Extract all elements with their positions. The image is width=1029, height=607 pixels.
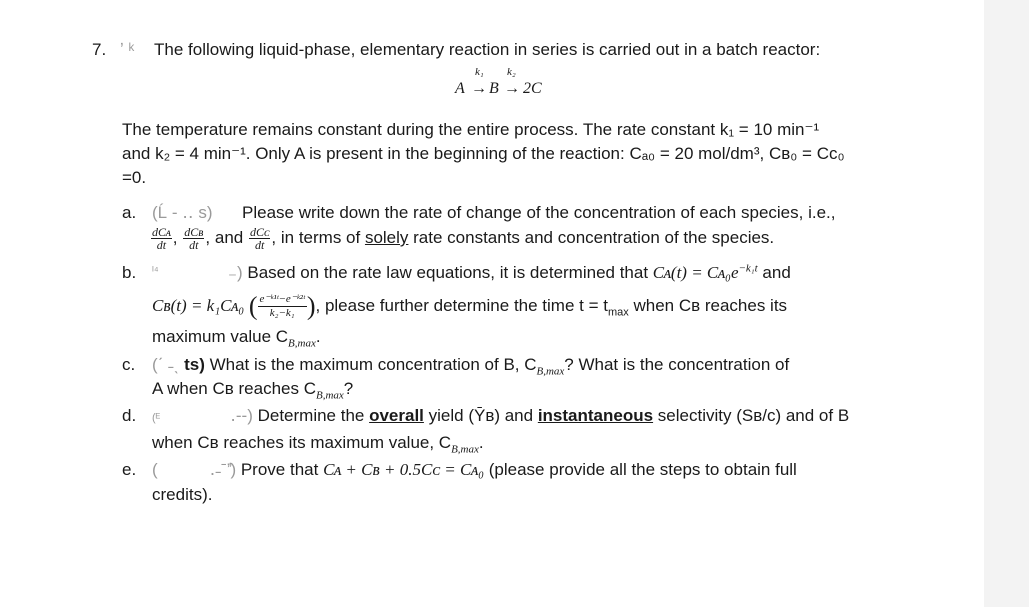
overall-word: overall <box>369 406 424 425</box>
part-c-points-bold: ts) <box>184 355 205 374</box>
part-a-and: and <box>214 227 244 247</box>
conditions-line-3: =0. <box>122 168 147 187</box>
part-b-points: ᴵ⁴ <box>152 265 159 277</box>
fraction-dcb-dt: $\frac{\text{dCʙ}}{dt}$ <box>184 225 204 252</box>
part-e-label: e. <box>122 460 137 479</box>
part-a-solely: solely <box>364 227 409 247</box>
product-2c: 2C <box>523 80 542 97</box>
instantaneous-word: instantaneous <box>537 406 654 425</box>
reaction-scheme <box>455 64 575 104</box>
arrow-1: → <box>471 80 487 97</box>
fraction-dcc-dt: $\frac{\text{dCᴄ}}{dt}$ <box>249 225 270 252</box>
part-e-line-2: credits). <box>152 485 213 504</box>
cb-fraction: $\frac{\text{e⁻ᵏ¹ᵗ−e⁻ᵏ²ᵗ}}{\text{k₂−k₁}}$ <box>259 293 305 319</box>
part-d-label: d. <box>122 406 137 425</box>
part-c-line-2: A when Cʙ reaches $C_{B,max}$? <box>152 379 354 402</box>
part-b-line-3: maximum value $C_{B,max}$. <box>152 327 321 350</box>
part-b-label: b. <box>122 263 137 282</box>
conditions-line-2: and k₂ = 4 min⁻¹. Only A is present in the beginning of the reaction: Cₐ₀ = 20 mol/dm³, Cʙ₀ = Cᴄ₀ <box>122 144 845 163</box>
part-a-line-2-pre: , in terms of <box>271 227 365 247</box>
ca-exponent: −k₁t <box>738 262 758 275</box>
part-c-label: c. <box>122 355 136 374</box>
part-e-points: ( <box>152 460 158 479</box>
part-d-line-2: when Cʙ reaches its maximum value, $C_{B,max}$. <box>152 433 484 456</box>
part-c-line-1: (ˊ ˗ˎ ts) What is the maximum concentration of B, $C_{B,max}$? What is the concentration of <box>152 355 790 378</box>
question-marker: ʼ ᵏ <box>120 40 135 59</box>
right-gutter <box>984 0 1029 607</box>
rate-constant-k1: k₁ <box>475 66 484 78</box>
part-a-line-2: $\frac{\text{dCᴀ}}{dt}$ , $\frac{\text{dCʙ}}{dt}$ , and $\frac{\text{dCᴄ}}{dt}$ , in terms of solely rate constants and concentration of the species. <box>152 225 775 252</box>
arrow-2: → <box>504 80 520 97</box>
part-d-points: (ᴱ <box>152 412 161 424</box>
part-b-line-1: ₋) Based on the rate law equations, it is determined that Cᴀ(t) = $Cᴀ_0e^{-k_1t}$ and <box>228 262 791 282</box>
part-b-line-2: Cʙ(t) = k₁Cᴀ₀ ( $\frac{\text{e⁻ᵏ¹ᵗ−e⁻ᵏ²ᵗ}}{\text{k₂−k₁}}$ ), please further determine the time $t = t_{max}$ when Cʙ reaches its <box>152 291 788 321</box>
species-b: B <box>489 80 499 97</box>
fraction-dca-dt: $\frac{\text{dCᴀ}}{dt}$ <box>152 225 171 252</box>
part-d-line-1: (ᴱ ․‐‐) Determine the overall yield (Ȳʙ) and instantaneous selectivity (Sʙ/ᴄ) and of B <box>152 406 850 425</box>
ca-equation: Cᴀ(t) = Cᴀ₀e <box>652 263 739 282</box>
mass-balance-equation: Cᴀ + Cʙ + 0.5Cᴄ = Cᴀ₀ <box>323 460 485 479</box>
part-e-line-1: ( ․˗ˉ’̓) Prove that Cᴀ + Cʙ + 0.5Cᴄ = Cᴀ₀ (please provide all the steps to obtain full <box>152 460 797 479</box>
part-c-points: (ˊ ˗ˎ <box>152 355 185 374</box>
conditions-line-1: The temperature remains constant during the entire process. The rate constant k₁ = 10 min⁻¹ <box>122 120 820 139</box>
question-number: 7. <box>92 40 107 59</box>
part-a-line-2-post: rate constants and concentration of the species. <box>408 227 775 247</box>
part-a-label: a. <box>122 203 137 222</box>
part-a-points: (Ĺ ‐ ․․ s) <box>152 203 213 222</box>
rate-constant-k2: k₂ <box>507 66 516 78</box>
cb-equation: Cʙ(t) = k₁Cᴀ₀ <box>152 295 245 315</box>
species-a: A <box>455 80 465 97</box>
part-a-line-1: Please write down the rate of change of the concentration of each species, i.e., <box>242 203 836 222</box>
question-stem: The following liquid-phase, elementary reaction in series is carried out in a batch reactor: <box>154 40 821 59</box>
